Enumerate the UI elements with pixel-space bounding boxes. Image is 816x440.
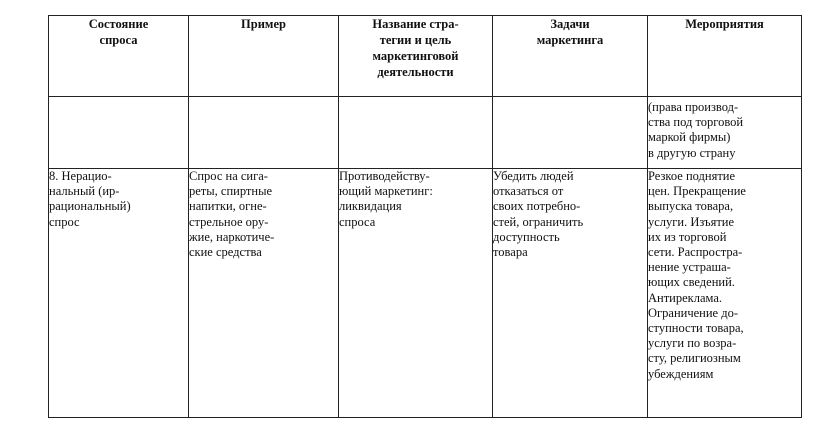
table-row: [49, 97, 802, 169]
header-example: Пример: [189, 16, 339, 97]
header-demand-state: Состояние спроса: [49, 16, 189, 97]
table-cell: [189, 97, 339, 169]
header-strategy-name: Название стра- тегии и цель маркетинговой деятельности: [339, 16, 493, 97]
table-cell-tasks: Убедить людей отказаться от своих потребно- стей, ограничить доступность товара: [493, 169, 648, 418]
table-cell: [49, 97, 189, 169]
table-row: [49, 169, 802, 418]
table-cell-demand-state: 8. Нерацио- нальный (ир- рациональный) спрос: [49, 169, 189, 418]
demand-strategy-table: [48, 15, 802, 418]
table-cell-example: Спрос на сига- реты, спиртные напитки, огне- стрельное ору- жие, наркотиче- ские средства: [189, 169, 339, 418]
header-marketing-tasks: Задачи маркетинга: [493, 16, 648, 97]
table-cell-measures-continued: (права производ- ства под торговой маркой фирмы) в другую страну: [648, 97, 802, 169]
table-cell: [339, 97, 493, 169]
table-cell: [493, 97, 648, 169]
table-cell-measures: Резкое поднятие цен. Прекращение выпуска товара, услуги. Изъятие их из торговой сети. Распростра- нение устраша- ющих сведений. Антиреклама. Ограничение до- ступности товара, услуги по возра- сту, религиозным убеждениям: [648, 169, 802, 418]
table-cell-strategy: Противодейству- ющий маркетинг: ликвидация спроса: [339, 169, 493, 418]
header-measures: Мероприятия: [648, 16, 802, 97]
table-header-row: [49, 16, 802, 97]
document-page: [48, 15, 802, 418]
